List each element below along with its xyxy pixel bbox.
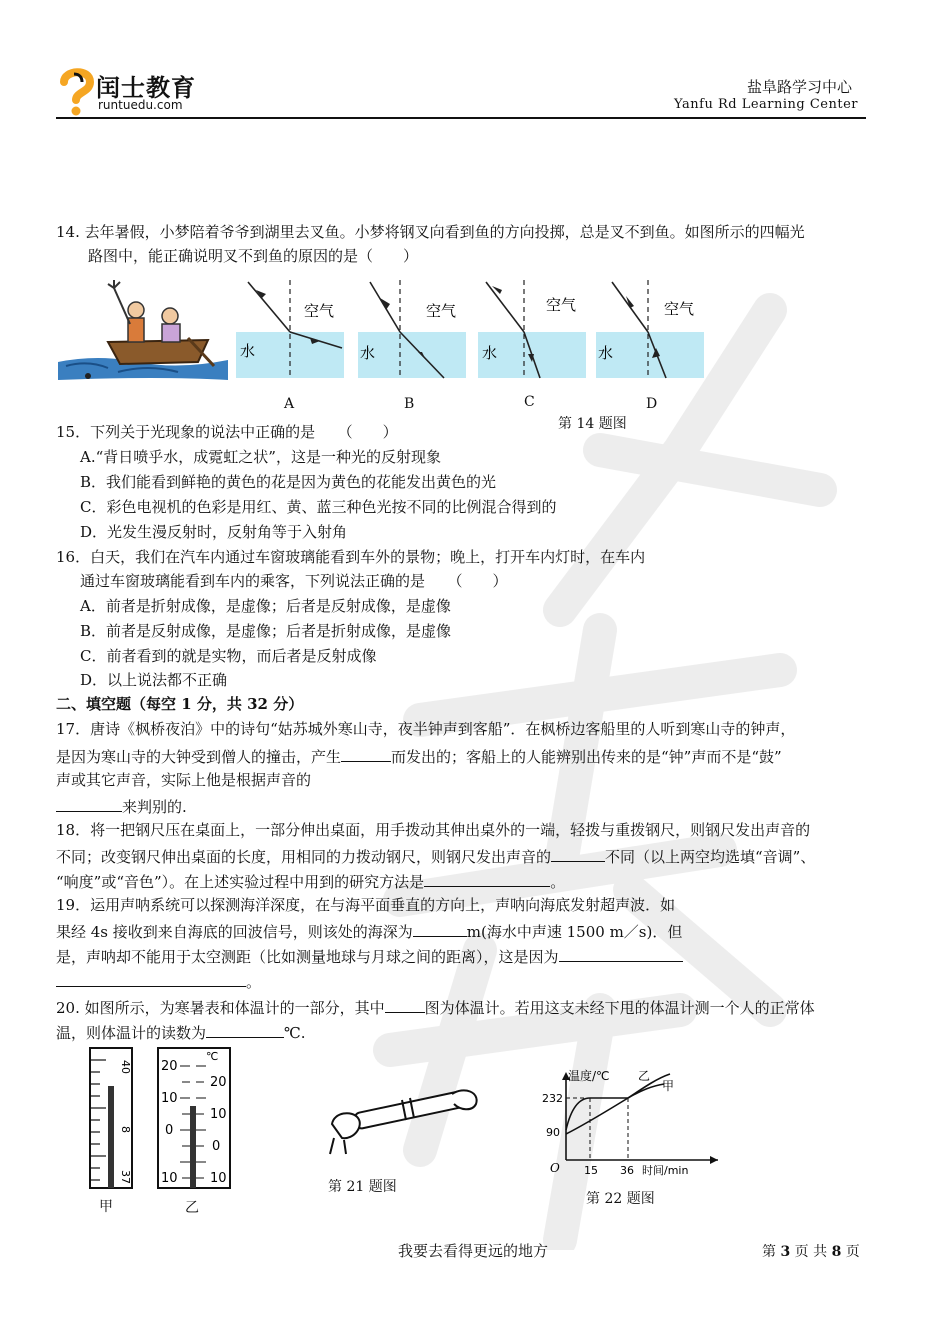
q17-line4	[56, 795, 187, 817]
q14-diagram-a	[234, 278, 346, 380]
q17-blank-2[interactable]	[56, 795, 122, 812]
q19-line4	[56, 970, 261, 992]
logo-question-icon	[56, 66, 98, 116]
q19-line3-text: 是，声呐却不能用于太空测距（比如测量地球与月球之间的距离），这是因为	[56, 948, 559, 966]
fig22-ytick-90: 90	[546, 1126, 560, 1139]
air-label-b: 空气	[426, 302, 457, 320]
q14-label-b: B	[404, 396, 415, 412]
q15-option-c: C．彩色电视机的色彩是用红、黄、蓝三种色光按不同的比例混合得到的	[80, 498, 557, 516]
q14-label-d: D	[646, 396, 658, 412]
q19-line1: 19．运用声呐系统可以探测海洋深度，在与海平面垂直的方向上，声呐向海底发射超声波．如	[56, 896, 676, 914]
air-label-a: 空气	[304, 302, 335, 320]
header-logo	[56, 66, 216, 116]
q18-line1: 18．将一把钢尺压在桌面上，一部分伸出桌面，用手拨动其伸出桌外的一端，轻拨与重拨钢尺，则钢尺发出声音的	[56, 821, 811, 839]
q14-diagram-b	[356, 278, 468, 380]
q18-blank-1[interactable]	[551, 845, 605, 862]
yi-left-0: 0	[165, 1123, 174, 1138]
q14-label-c: C	[524, 394, 535, 410]
footer-page-current: 3	[780, 1244, 791, 1260]
footer-slogan: 我要去看得更远的地方	[398, 1242, 549, 1260]
q20-line1	[56, 996, 815, 1018]
q17-line2-before: 是因为寒山寺的大钟受到僧人的撞击，产生	[56, 748, 342, 766]
q16-option-d: D．以上说法都不正确	[80, 671, 228, 689]
yi-left-10: 10	[161, 1091, 178, 1106]
fishing-boat-illustration	[58, 280, 228, 386]
q14-label-a: A	[284, 396, 295, 412]
q20-line2	[56, 1021, 306, 1043]
fig21-caption: 第 21 题图	[328, 1179, 397, 1195]
fig22-graph	[542, 1068, 722, 1178]
q20-blank-2[interactable]	[206, 1021, 284, 1038]
center-name-en: Yanfu Rd Learning Center	[673, 97, 858, 112]
q16-stem-line2: 通过车窗玻璃能看到车内的乘客，下列说法正确的是 （ ）	[80, 572, 508, 590]
section-2-title: 二、填空题（每空 1 分，共 32 分）	[56, 695, 304, 713]
jia-tick-40: 40	[119, 1060, 132, 1074]
water-label-c: 水	[482, 344, 498, 362]
q14-stem-line1: 14. 去年暑假，小梦陪着爷爷到湖里去叉鱼。小梦将钢叉向看到鱼的方向投掷，总是叉不到鱼。如图所示的四幅光	[56, 223, 805, 241]
footer-page-mid: 页 共	[794, 1244, 828, 1260]
fig22-series-jia: 甲	[662, 1079, 675, 1093]
center-name-cn: 盐阜路学习中心	[746, 78, 852, 96]
q17-line4-after: 来判别的.	[122, 798, 187, 816]
q20-line2-after: ℃.	[284, 1024, 306, 1042]
q16-option-b: B．前者是反射成像，是虚像；后者是折射成像，是虚像	[80, 622, 452, 640]
logo-text: 闰士教育	[96, 74, 196, 102]
yi-left-20: 20	[161, 1059, 178, 1074]
yi-unit: ℃	[206, 1050, 219, 1063]
q14-diagram-c	[476, 278, 588, 380]
air-label-c: 空气	[546, 296, 577, 314]
fig22-xtick-15: 15	[584, 1164, 598, 1177]
q18-line2-before: 不同；改变钢尺伸出桌面的长度，用相同的力拨动钢尺，则钢尺发出声音的	[56, 848, 552, 866]
q17-line3: 声或其它声音，实际上他是根据声音的	[56, 771, 312, 789]
q15-option-a: A.“背日喷乎水，成霓虹之状”，这是一种光的反射现象	[80, 448, 441, 466]
q19-line2-before: 果经 4s 接收到来自海底的回波信号，则该处的海深为	[56, 923, 413, 941]
q19-line4-after: 。	[246, 973, 262, 991]
jia-tick-8: 8	[119, 1126, 132, 1133]
fig22-series-yi: 乙	[638, 1069, 651, 1083]
q19-blank-3[interactable]	[56, 970, 246, 987]
logo-url: runtuedu.com	[98, 98, 183, 112]
q16-option-c: C．前者看到的就是实物，而后者是反射成像	[80, 647, 377, 665]
q19-line2	[56, 920, 682, 942]
q15-option-b: B．我们能看到鲜艳的黄色的花是因为黄色的花能发出黄色的光	[80, 473, 497, 491]
q14-diagram-d	[594, 278, 706, 380]
q18-line2-after: 不同（以上两空均选填“音调”、	[605, 848, 816, 866]
yi-left-neg10: 10	[161, 1171, 178, 1186]
thermometer-jia-label: 甲	[99, 1199, 113, 1215]
q17-line1: 17．唐诗《枫桥夜泊》中的诗句“姑苏城外寒山寺，夜半钟声到客船”．在枫桥边客船里的人听到寒山寺的钟声，	[56, 720, 796, 738]
yi-right-20: 20	[210, 1075, 227, 1090]
q19-blank-2[interactable]	[559, 945, 683, 962]
fig22-ytick-232: 232	[542, 1092, 563, 1105]
q18-line3-before: “响度”或“音色”）。在上述实验过程中用到的研究方法是	[56, 873, 425, 891]
jia-tick-37: 37	[119, 1170, 132, 1184]
q14-caption: 第 14 题图	[558, 416, 627, 432]
q17-line2-after: 而发出的；客船上的人能辨别出传来的是“钟”声而不是“鼓”	[391, 748, 782, 766]
q17-blank-1[interactable]	[341, 745, 391, 762]
q16-option-a: A．前者是折射成像，是虚像；后者是反射成像，是虚像	[80, 597, 451, 615]
yi-right-neg10: 10	[210, 1171, 227, 1186]
yi-right-10: 10	[210, 1107, 227, 1122]
water-label-d: 水	[598, 344, 614, 362]
q19-line2-after: m(海水中声速 1500 m／s)．但	[466, 923, 683, 941]
thermometer-yi	[156, 1046, 234, 1192]
fig21-tube-illustration	[324, 1086, 484, 1156]
q20-line2-before: 温，则体温计的读数为	[56, 1024, 207, 1042]
water-label-b: 水	[360, 344, 376, 362]
thermometer-yi-label: 乙	[185, 1200, 199, 1216]
q19-line3	[56, 945, 683, 967]
q15-stem: 15．下列关于光现象的说法中正确的是 （ ）	[56, 423, 398, 441]
fig22-ylabel: 温度/℃	[568, 1069, 610, 1083]
q18-line3-after: 。	[550, 873, 566, 891]
q14-stem-line2: 路图中，能正确说明叉不到鱼的原因的是（ ）	[88, 247, 419, 265]
q15-option-d: D．光发生漫反射时，反射角等于入射角	[80, 523, 348, 541]
q18-line3	[56, 870, 565, 892]
fig22-xtick-36: 36	[620, 1164, 634, 1177]
air-label-d: 空气	[664, 300, 695, 318]
q20-line1-after: 图为体温计。若用这支未经下甩的体温计测一个人的正常体	[424, 999, 815, 1017]
water-label-a: 水	[240, 342, 256, 360]
q18-blank-2[interactable]	[424, 870, 550, 887]
thermometer-jia	[88, 1046, 136, 1192]
q16-stem-line1: 16．白天，我们在汽车内通过车窗玻璃能看到车外的景物；晚上，打开车内灯时，在车内	[56, 548, 646, 566]
header-rule	[56, 117, 866, 119]
fig22-caption: 第 22 题图	[586, 1191, 655, 1207]
q18-line2	[56, 845, 815, 867]
q17-line2	[56, 745, 782, 767]
fig22-origin: O	[550, 1161, 560, 1175]
footer-page-total: 8	[831, 1244, 842, 1260]
fig22-xlabel: 时间/min	[642, 1164, 689, 1177]
yi-right-0: 0	[212, 1139, 221, 1154]
footer-page-pre: 第	[762, 1244, 776, 1260]
q20-blank-1[interactable]	[385, 996, 425, 1013]
q19-blank-1[interactable]	[413, 920, 467, 937]
footer-page-post: 页	[845, 1244, 860, 1260]
q20-line1-before: 20. 如图所示，为寒暑表和体温计的一部分，其中	[56, 999, 385, 1017]
footer-page-number	[762, 1241, 860, 1261]
